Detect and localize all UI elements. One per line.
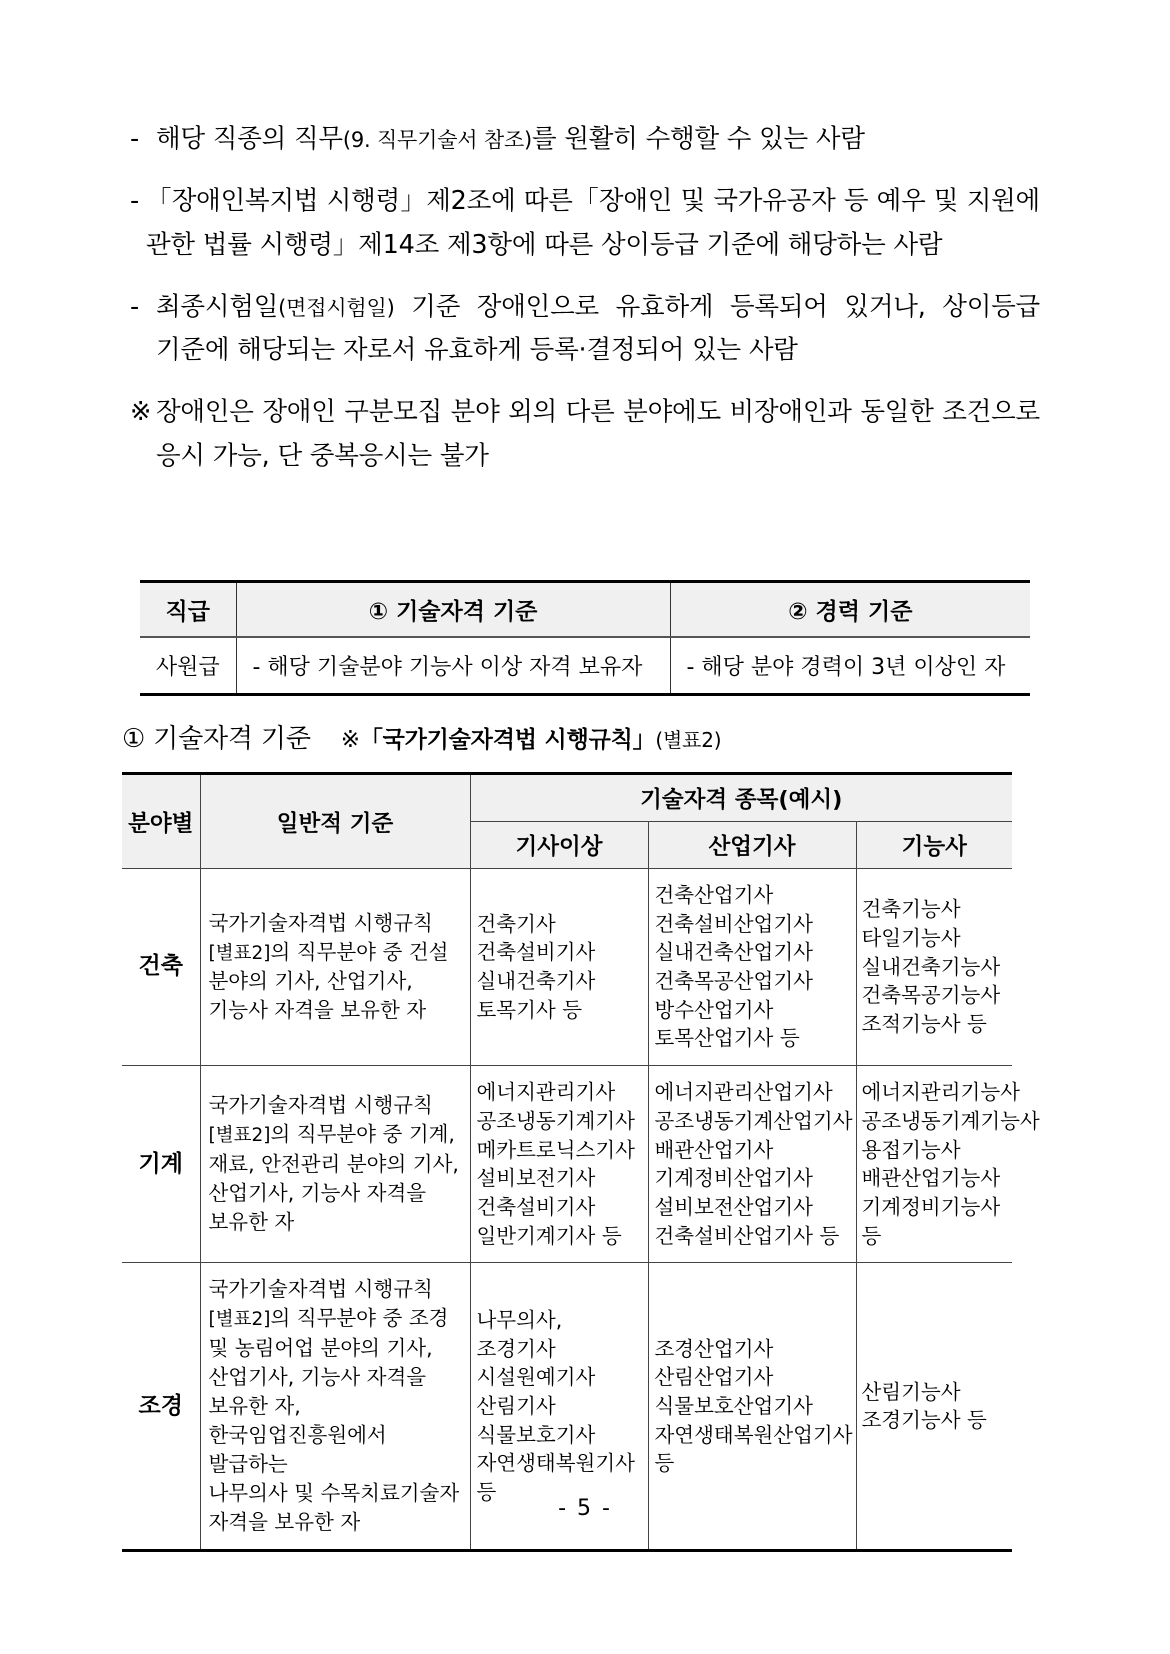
qualification-item: 토목기사 등: [476, 997, 583, 1022]
qualification-item: 일반기계기사 등: [476, 1223, 622, 1248]
criteria-line: 기능사 자격을 보유한 자: [208, 998, 427, 1023]
bullet-1-part-a: 해당 직종의 직무: [156, 124, 343, 154]
qualification-item: 토목산업기사 등: [654, 1026, 800, 1051]
bullet-text-2: 「장애인복지법 시행령」제2조에 따른「장애인 및 국가유공자 등 예우 및 지원에 관한 법률 시행령」제14조 제3항에 따른 상이등급 기준에 해당하는 사람: [146, 185, 1040, 260]
criteria-line: 국가기술자격법 시행규칙: [208, 1277, 433, 1302]
cell-tech-criteria: - 해당 기술분야 기능사 이상 자격 보유자: [236, 637, 670, 695]
qualification-item: 기계정비산업기사: [654, 1166, 813, 1191]
section-title: ① 기술자격 기준: [122, 724, 311, 754]
cell-grade: 사원급: [140, 637, 236, 695]
cell-general-construction: [200, 869, 470, 1066]
page-number: - 5 -: [558, 1496, 612, 1521]
bullet-text-3: [156, 286, 1040, 374]
bullet-item-3: [130, 286, 1040, 374]
qualification-item: 조적기능사 등: [861, 1012, 987, 1037]
qualification-table-body: [122, 869, 1040, 1551]
qualification-item: 자연생태복원기사 등: [476, 1451, 635, 1505]
cell-industrial-machinery: [648, 1066, 856, 1263]
qualification-item: 건축기사: [476, 911, 556, 936]
qualification-item: 건축설비산업기사 등: [654, 1223, 840, 1248]
criteria-line: 및 농림어업 분야의 기사,: [208, 1335, 433, 1360]
criteria-line: 보유한 자,: [208, 1393, 301, 1418]
qualification-item: 조경기능사 등: [861, 1408, 987, 1433]
criteria-line: 국가기술자격법 시행규칙: [208, 910, 433, 935]
criteria-line: 보유한 자: [208, 1209, 295, 1234]
header-qualification-group: 기술자격 종목(예시): [470, 774, 1012, 822]
bullet-marker: -: [130, 291, 140, 322]
criteria-line: 분야의 기사, 산업기사,: [208, 969, 413, 994]
qualification-item: 건축설비기사: [476, 940, 596, 965]
bullet-3-part-a: 최종시험일: [156, 291, 279, 322]
header-tech-criteria: ① 기술자격 기준: [236, 582, 670, 638]
qualification-item: 방수산업기사: [654, 997, 774, 1022]
header-career-criteria: ② 경력 기준: [670, 582, 1030, 638]
cell-engineer-machinery: [470, 1066, 648, 1263]
bullet-item-2: [130, 180, 1040, 268]
qualification-item: 용접기능사: [861, 1137, 961, 1162]
qualification-item: 건축목공산업기사: [654, 969, 813, 994]
qualification-item: 공조냉동기계기사: [476, 1108, 635, 1133]
qualification-item: 나무의사, 조경기사: [476, 1307, 563, 1361]
criteria-line: 국가기술자격법 시행규칙: [208, 1093, 433, 1118]
qualification-item: 타일기능사: [861, 926, 961, 951]
qualification-table: [122, 772, 1040, 1552]
section-heading: [122, 718, 721, 755]
qualification-item: 설비보전산업기사: [654, 1194, 813, 1219]
bullet-1-part-c: 를 원활히 수행할 수 있는 사람: [532, 124, 865, 154]
section-note-ref: (별표2): [655, 728, 722, 752]
bullet-text-4: 장애인은 장애인 구분모집 분야 외의 다른 분야에도 비장애인과 동일한 조건으로 응시 가능, 단 중복응시는 불가: [156, 397, 1040, 472]
bullet-3-part-c: 기준 장애인으로 유효하게 등록되어 있거나, 상이등급 기준에 해당되는 자로서 유효하게 등록·결정되어 있는 사람: [156, 291, 1040, 366]
table-row: [140, 637, 1030, 695]
qualification-item: 시설원예기사: [476, 1365, 596, 1390]
qualification-item: 실내건축기사: [476, 969, 596, 994]
table-row-construction: [122, 869, 1012, 1066]
section-note-mark: ※: [340, 727, 360, 753]
bullet-1-part-b: (9. 직무기술서 참조): [342, 128, 533, 152]
eligibility-bullet-list: [130, 118, 1040, 497]
header-general-criteria: 일반적 기준: [200, 774, 470, 869]
criteria-line: 자격을 보유한 자: [208, 1510, 361, 1535]
cell-craftsman-machinery: [856, 1066, 1040, 1263]
header-grade: 직급: [140, 582, 236, 638]
bullet-item-1: [130, 118, 1040, 162]
qualification-item: 식물보호기사: [476, 1422, 596, 1447]
criteria-reference: [별표2]: [208, 1309, 271, 1331]
header-craftsman: 기능사: [856, 822, 1012, 869]
qualification-item: 설비보전기사: [476, 1166, 596, 1191]
criteria-line: [별표2]의 직무분야 중 기계,: [208, 1122, 455, 1147]
cell-industrial-construction: [648, 869, 856, 1066]
table-row-machinery: [122, 1066, 1012, 1263]
cell-career-criteria: - 해당 분야 경력이 3년 이상인 자: [670, 637, 1030, 695]
qualification-item: 메카트로닉스기사: [476, 1137, 635, 1162]
cell-field-landscaping: 조경: [122, 1263, 200, 1551]
qualification-item: 건축설비산업기사: [654, 911, 813, 936]
qualification-item: 건축설비기사: [476, 1194, 596, 1219]
qualification-item: 산림기사: [476, 1393, 556, 1418]
table-header-row: [140, 582, 1030, 638]
qualification-item: 배관산업기사: [654, 1137, 774, 1162]
qualification-item: 자연생태복원산업기사 등: [654, 1422, 853, 1476]
qualification-item: 건축목공기능사: [861, 983, 1001, 1008]
reference-marker: ※: [130, 397, 152, 428]
header-field: 분야별: [122, 774, 200, 869]
cell-craftsman-construction: [856, 869, 1012, 1066]
criteria-reference: [별표2]: [208, 942, 271, 964]
cell-engineer-construction: [470, 869, 648, 1066]
qualification-item: 기계정비기능사 등: [861, 1194, 1001, 1248]
qualification-item: 산림산업기사: [654, 1365, 774, 1390]
qualification-item: 산림기능사: [861, 1379, 961, 1404]
qualification-item: 실내건축산업기사: [654, 940, 813, 965]
qualification-item: 공조냉동기계기능사: [861, 1108, 1040, 1133]
criteria-line: [별표2]의 직무분야 중 조경: [208, 1306, 449, 1331]
qualification-item: 실내건축기능사: [861, 954, 1001, 979]
qualification-item: 조경산업기사: [654, 1336, 774, 1361]
qualification-item: 건축기능사: [861, 897, 961, 922]
bullet-marker: -: [130, 124, 140, 154]
qualification-item: 에너지관리기능사: [861, 1080, 1020, 1105]
bullet-marker: -: [130, 185, 140, 216]
bullet-item-4: [130, 391, 1040, 479]
criteria-reference: [별표2]: [208, 1125, 271, 1147]
section-note-law: 「국가기술자격법 시행규칙」: [359, 727, 656, 753]
cell-field-construction: 건축: [122, 869, 200, 1066]
criteria-line: 재료, 안전관리 분야의 기사,: [208, 1151, 459, 1176]
qualification-item: 에너지관리산업기사: [654, 1080, 833, 1105]
cell-general-machinery: [200, 1066, 470, 1263]
qualification-item: 식물보호산업기사: [654, 1393, 813, 1418]
qualification-item: 건축산업기사: [654, 883, 774, 907]
criteria-line: [별표2]의 직무분야 중 건설: [208, 939, 449, 964]
cell-field-machinery: 기계: [122, 1066, 200, 1263]
header-engineer: 기사이상: [470, 822, 648, 869]
grade-criteria-table: [140, 580, 1030, 696]
header-industrial-engineer: 산업기사: [648, 822, 856, 869]
bullet-3-part-b: (면접시험일): [278, 295, 395, 320]
bullet-text-1: [156, 118, 1040, 162]
criteria-line: 나무의사 및 수목치료기술자: [208, 1481, 460, 1506]
criteria-line: 산업기사, 기능사 자격을: [208, 1364, 427, 1389]
qualification-item: 배관산업기능사: [861, 1166, 1001, 1191]
criteria-line: 산업기사, 기능사 자격을: [208, 1180, 427, 1205]
table-header-row-top: [122, 774, 1012, 822]
criteria-line: 한국임업진흥원에서 발급하는: [208, 1422, 387, 1477]
qualification-item: 공조냉동기계산업기사: [654, 1108, 853, 1133]
qualification-item: 에너지관리기사: [476, 1080, 616, 1105]
